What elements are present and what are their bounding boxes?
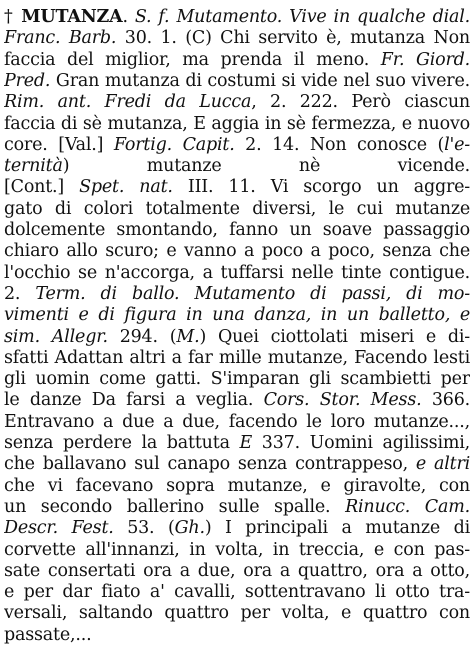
entry-text-segment: passate,... xyxy=(4,624,92,645)
entry-line xyxy=(4,539,470,561)
entry-text-segment: ) I principali a mutanze di xyxy=(204,518,470,539)
entry-line xyxy=(4,240,470,262)
entry-text-segment: Gh. xyxy=(174,518,205,539)
entry-text-segment: † xyxy=(4,7,22,27)
entry-text-segment: , 2. 222. Però ciascun xyxy=(251,92,470,113)
entry-text-segment: senza perdere la battuta xyxy=(4,433,240,453)
entry-line xyxy=(4,27,470,49)
entry-line xyxy=(4,283,470,305)
entry-line xyxy=(4,347,470,369)
entry-text-segment: ) Quei ciottolati miseri e di- xyxy=(199,326,470,347)
entry-text-segment: gato di colori totalmente diversi, le cui mutanze xyxy=(4,198,470,219)
entry-text-segment: Pred. xyxy=(4,70,51,91)
entry-text-segment: Franc. Barb. xyxy=(4,28,117,49)
entry-line xyxy=(4,134,470,156)
entry-line xyxy=(4,411,470,433)
entry-text-segment: Term. di ballo. Mutamento di passi, di mo- xyxy=(35,283,470,304)
entry-text-segment: faccia di sè mutanza, E aggia in sè fermezza, e nuovo xyxy=(4,113,470,134)
entry-text-segment: sim. Allegr. xyxy=(4,326,108,347)
entry-text-segment: 337. Uomini agilissimi, xyxy=(252,433,470,453)
entry-text-segment: Fortig. Capit. xyxy=(113,134,235,155)
entry-text-segment: faccia del miglior, ma prenda il meno. xyxy=(4,49,381,70)
entry-text-segment: l'e- xyxy=(444,134,470,155)
entry-text-segment: che vi facevano sopra mutanze, e giravolte, con xyxy=(4,475,470,496)
entry-text-segment: ternità xyxy=(4,156,63,177)
entry-line xyxy=(4,453,470,475)
entry-text-segment: corvette all'innanzi, in volta, in treccia, e con pas- xyxy=(4,539,470,560)
entry-text-segment: versali, saltando quattro per volta, e quattro con xyxy=(4,603,470,624)
entry-line xyxy=(4,475,470,497)
entry-text-segment: 294. ( xyxy=(107,326,177,347)
entry-text-segment: Spet. nat. xyxy=(79,177,173,198)
entry-line xyxy=(4,155,470,177)
entry-line xyxy=(4,113,470,135)
entry-line xyxy=(4,49,470,71)
entry-line xyxy=(4,262,470,284)
entry-text-segment: Gran mutanza di costumi si vide nel suo vivere. xyxy=(50,70,470,91)
entry-text-segment: 366. xyxy=(421,390,470,411)
entry-text-segment: Descr. Fest. xyxy=(4,518,114,539)
entry-text-segment: [Cont.] xyxy=(4,177,80,198)
entry-line xyxy=(4,624,470,646)
entry-line xyxy=(4,368,470,390)
entry-line xyxy=(4,176,470,198)
entry-line xyxy=(4,560,470,582)
entry-line xyxy=(4,602,470,624)
entry-text-segment: 2. xyxy=(4,283,36,304)
entry-text-segment: S. f. Mutamento. Vive in qualche dial. xyxy=(134,7,470,27)
entry-line xyxy=(4,389,470,411)
entry-line xyxy=(4,517,470,539)
entry-line xyxy=(4,91,470,113)
entry-line xyxy=(4,198,470,220)
entry-text-segment: Cors. Stor. Mess. xyxy=(263,390,422,411)
entry-text-segment: le danze Da farsi a veglia. xyxy=(4,390,264,411)
entry-text-segment: M. xyxy=(176,326,200,347)
entry-line xyxy=(4,581,470,603)
entry-text-segment: Fr. Giord. xyxy=(380,49,470,70)
entry-text-segment: e per dar fiato a' cavalli, sottentravano li otto tra- xyxy=(4,582,470,603)
entry-line xyxy=(4,219,470,241)
entry-line xyxy=(4,432,470,454)
entry-text-segment: E xyxy=(239,433,253,453)
entry-line xyxy=(4,70,470,92)
entry-text-segment: Rim. ant. Fredi da Lucca xyxy=(4,92,252,113)
entry-line xyxy=(4,304,470,326)
entry-text-segment: 2. 14. Non conosce ( xyxy=(234,134,445,155)
entry-text-segment: che ballavano sul canapo senza contrappeso, xyxy=(4,454,416,475)
entry-text-segment: un secondo ballerino sulle spalle. xyxy=(4,496,346,517)
entry-text-segment: chiaro allo scuro; e vanno a poco a poco, senza che xyxy=(4,241,470,262)
entry-text-segment: 53. ( xyxy=(113,518,175,539)
entry-text-segment: gli uomin come gatti. S'imparan gli scambietti per xyxy=(4,369,470,390)
entry-text-segment: Entravano a due a due, facendo le loro mutanze..., xyxy=(4,411,470,432)
entry-text-segment: III. 11. Vi scorgo un aggre- xyxy=(172,177,470,198)
entry-text-segment: vimenti e di figura in una danza, in un balletto, e xyxy=(4,305,470,326)
entry-text-segment: 30. 1. (C) Chi servito è, mutanza Non xyxy=(116,28,470,49)
entry-text-segment: sate consertati ora a due, ora a quattro, ora a otto, xyxy=(4,560,470,581)
entry-line xyxy=(4,496,470,518)
entry-text-segment: Rinucc. Cam. xyxy=(345,496,470,517)
entry-text-segment: MUTANZA xyxy=(21,7,123,27)
entry-text-segment: sfatti Adattan altri a far mille mutanze, Facendo lesti xyxy=(4,347,470,368)
entry-text-segment: core. [Val.] xyxy=(4,134,114,155)
entry-line xyxy=(4,326,470,348)
entry-line xyxy=(4,6,470,28)
entry-text-segment: . xyxy=(122,7,135,27)
entry-text-segment: e altri xyxy=(415,454,470,475)
entry-text-segment: dolcemente smontando, fanno un soave passaggio xyxy=(4,220,470,240)
entry-text-segment: ) mutanze nè vicende. xyxy=(62,156,470,177)
entry-text-segment: l'occhio se n'accorga, a tuffarsi nelle tinte contigue. xyxy=(4,262,470,283)
